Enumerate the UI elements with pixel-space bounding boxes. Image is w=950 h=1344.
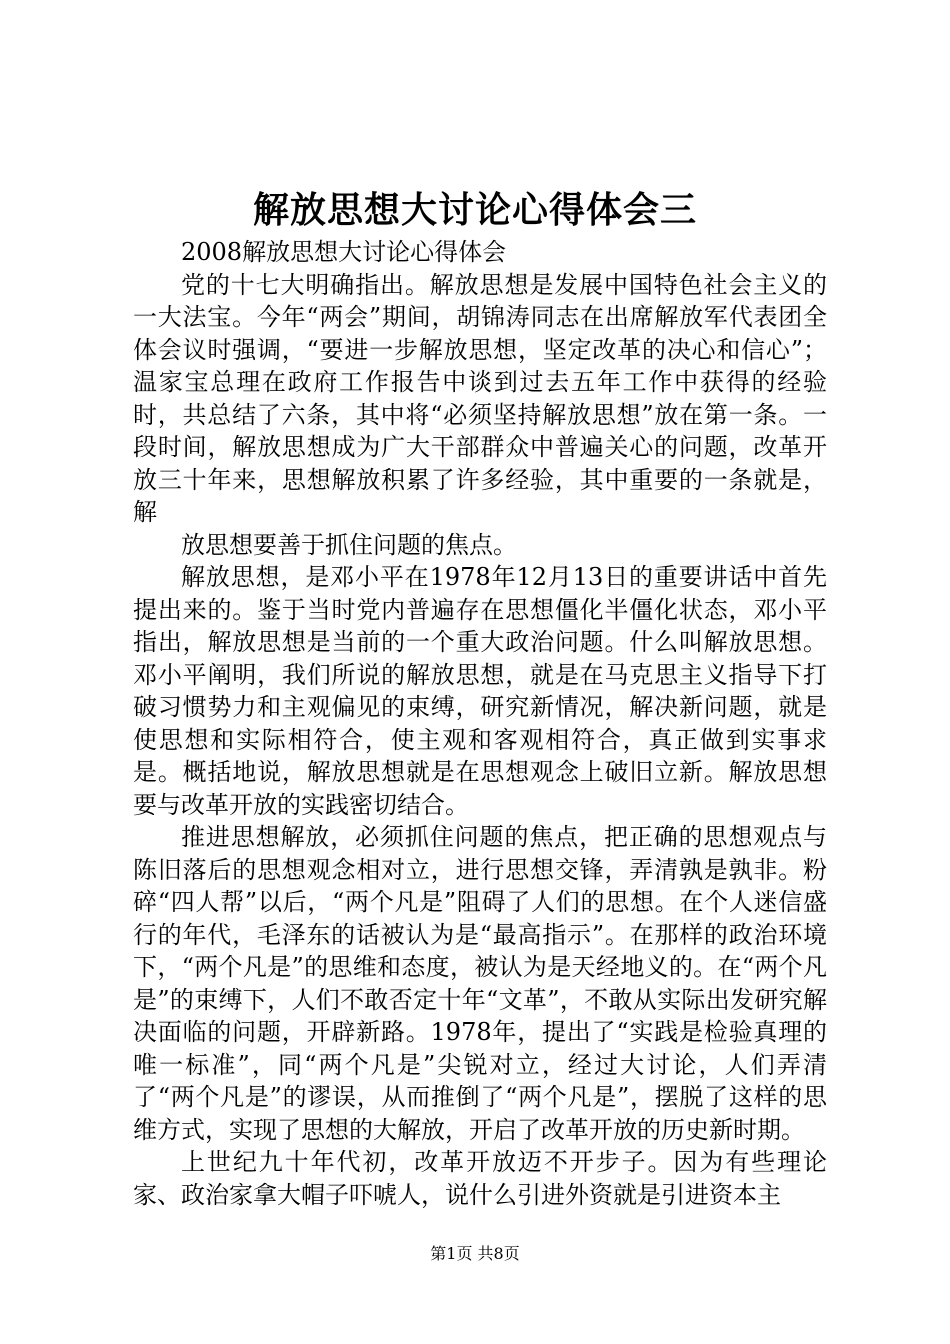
- document-title: 解放思想大讨论心得体会三: [252, 189, 697, 231]
- paragraph: 放思想要善于抓住问题的焦点。: [181, 530, 517, 559]
- paragraph: 党的十七大明确指出。解放思想是发展中国特色社会主义的一大法宝。今年“两会”期间，胡锦涛同志在出席解放军代表团全体会议时强调，“要进一步解放思想，坚定改革的决心和信心”；温家宝总理在政府工作报告中谈到过去五年工作中获得的经验时，共总结了六条，其中将“必须坚持解放思想”放在第一条。一段时间，解放思想成为广大干部群众中普遍关心的问题，改革开放三十年来，思想解放积累了许多经验，其中重要的一条就是，解: [133, 270, 827, 526]
- page-footer: 第1页 共8页: [430, 1244, 520, 1263]
- paragraph: 上世纪九十年代初，改革开放迈不开步子。因为有些理论家、政治家拿大帽子吓唬人，说什么引进外资就是引进资本主: [133, 1148, 827, 1209]
- document-body: [133, 236, 827, 1211]
- paragraph: 2008解放思想大讨论心得体会: [181, 238, 507, 266]
- paragraph: 解放思想，是邓小平在1978年12月13日的重要讲话中首先提出来的。鉴于当时党内普遍存在思想僵化半僵化状态，邓小平指出，解放思想是当前的一个重大政治问题。什么叫解放思想。邓小平阐明，我们所说的解放思想，就是在马克思主义指导下打破习惯势力和主观偏见的束缚，研究新情况，解决新问题，就是使思想和实际相符合，使主观和客观相符合，真正做到实事求是。概括地说，解放思想就是在思想观念上破旧立新。解放思想要与改革开放的实践密切结合。: [133, 563, 827, 819]
- paragraph: 推进思想解放，必须抓住问题的焦点，把正确的思想观点与陈旧落后的思想观念相对立，进行思想交锋，弄清孰是孰非。粉碎“四人帮”以后，“两个凡是”阻碍了人们的思想。在个人迷信盛行的年代，毛泽东的话被认为是“最高指示”。在那样的政治环境下，“两个凡是”的思维和态度，被认为是天经地义的。在“两个凡是”的束缚下，人们不敢否定十年“文革”，不敢从实际出发研究解决面临的问题，开辟新路。1978年，提出了“实践是检验真理的唯一标准”，同“两个凡是”尖锐对立，经过大讨论，人们弄清了“两个凡是”的谬误，从而推倒了“两个凡是”，摆脱了这样的思维方式，实现了思想的大解放，开启了改革开放的历史新时期。: [133, 823, 827, 1144]
